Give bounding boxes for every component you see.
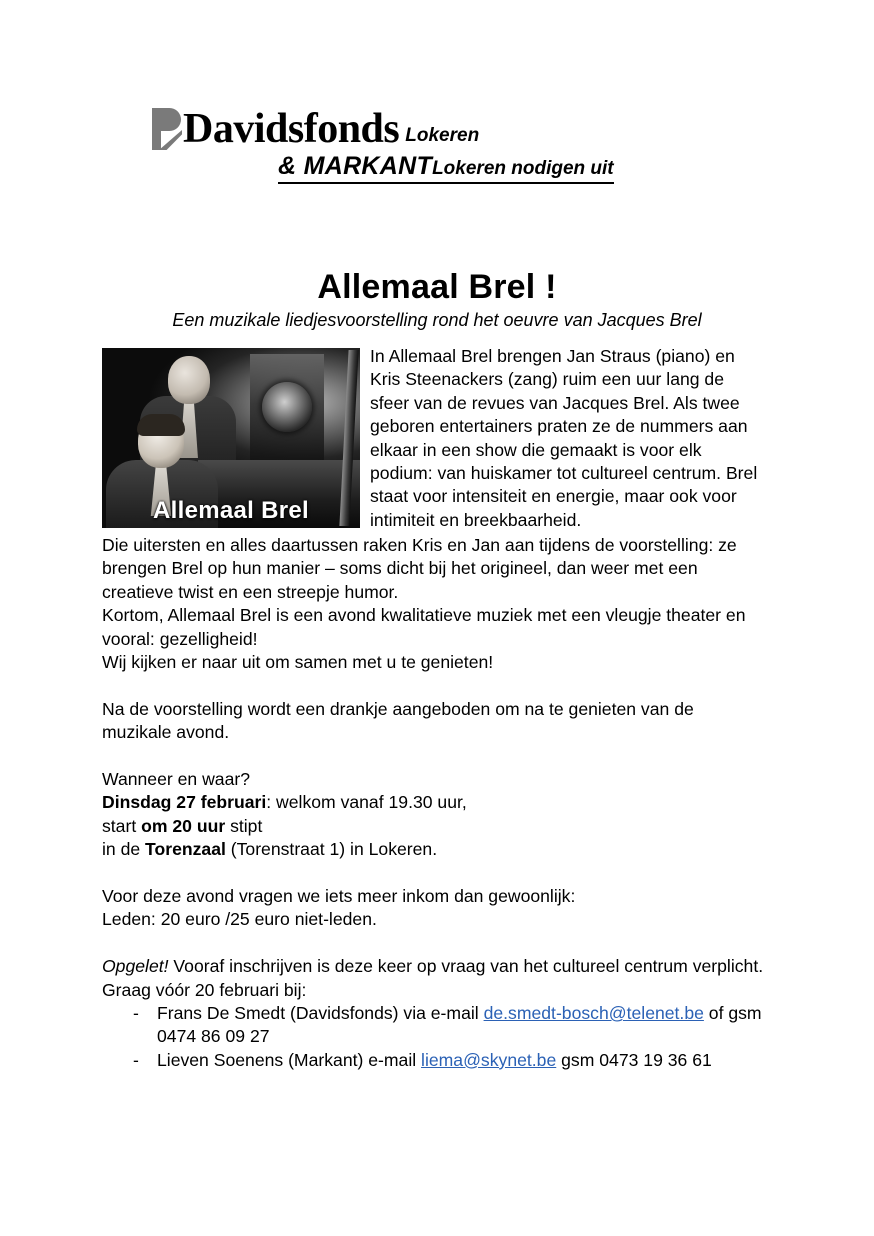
davidsfonds-logo <box>152 104 772 153</box>
letterhead-second-line <box>278 152 614 184</box>
logo-city-label: Lokeren <box>405 125 480 146</box>
event-date-line <box>102 791 767 814</box>
bullet-dash-icon: - <box>133 1049 139 1070</box>
body-paragraph-2: Kortom, Allemaal Brel is een avond kwalitatieve muziek met een vleugje theater en vooral: gezelligheid! <box>102 605 746 649</box>
contact-name-2: Lieven Soenens (Markant) e-mail <box>157 1049 422 1070</box>
registration-deadline: Graag vóór 20 februari bij: <box>102 979 307 1000</box>
event-venue-address: (Torenstraat 1) in Lokeren. <box>225 839 438 860</box>
contact-email-link-2[interactable]: liema@skynet.be <box>421 1049 557 1070</box>
contact-gsm-label-1: of gsm <box>703 1003 762 1024</box>
contact-email-link-1[interactable]: de.smedt-bosch@telenet.be <box>483 1003 704 1024</box>
event-start-post: stipt <box>225 815 263 836</box>
body-paragraph-3: Wij kijken er naar uit om samen met u te genieten! <box>102 652 494 673</box>
photo-caption: Allemaal Brel <box>153 496 309 524</box>
page-subtitle: Een muzikale liedjesvoorstelling rond het oeuvre van Jacques Brel <box>172 310 702 330</box>
contact-phone-2: gsm 0473 19 36 61 <box>556 1049 712 1070</box>
event-welcome-time: : welkom vanaf 19.30 uur, <box>266 792 467 813</box>
bullet-dash-icon: - <box>133 1003 139 1024</box>
intro-paragraph: In Allemaal Brel brengen Jan Straus (piano) en Kris Steenackers (zang) ruim een uur lang de sfeer van de revues van Jacques Brel. Als twee geboren entertainers praten ze de nummers aan elkaar in een show die gemaakt is voor elk podium: van huiskamer tot cultureel centrum. Brel staat voor intensiteit en energie, maar ook voor intimiteit en breekbaarheid. <box>370 346 758 530</box>
davidsfonds-d-mark-icon <box>152 106 182 150</box>
event-venue-pre: in de <box>102 839 146 860</box>
brel-portrait-medallion-icon <box>262 382 312 432</box>
event-date-bold: Dinsdag 27 februari <box>102 792 267 813</box>
body-paragraph-4: Na de voorstelling wordt een drankje aangeboden om na te genieten van de muzikale avond. <box>102 698 694 743</box>
notice-attention-label: Opgelet! <box>102 956 169 977</box>
event-start-time: om 20 uur <box>141 815 226 836</box>
list-item <box>102 1049 767 1072</box>
event-start-pre: start <box>102 815 142 836</box>
invitation-label: Lokeren nodigen uit <box>432 158 614 179</box>
letterhead <box>152 104 772 184</box>
promo-photo <box>102 348 360 528</box>
event-venue-name: Torenzaal <box>145 839 226 860</box>
when-where-heading: Wanneer en waar? <box>102 769 251 790</box>
document-body <box>102 345 767 1072</box>
list-item <box>102 1002 767 1049</box>
contact-list <box>102 1002 767 1072</box>
pricing-intro: Voor deze avond vragen we iets meer inkom dan gewoonlijk: <box>102 886 576 907</box>
pricing-amounts: Leden: 20 euro /25 euro niet-leden. <box>102 909 377 930</box>
contact-name-1: Frans De Smedt (Davidsfonds) via e-mail <box>157 1003 484 1024</box>
markant-label: & MARKANT <box>278 152 433 180</box>
notice-text: Vooraf inschrijven is deze keer op vraag van het cultureel centrum verplicht. <box>168 956 764 977</box>
body-paragraph-1: Die uitersten en alles daartussen raken Kris en Jan aan tijdens de voorstelling: ze brengen Brel op hun manier – soms dicht bij het origineel, dan weer met een creatieve twist en een streepje humor. <box>102 535 737 602</box>
logo-wordmark: Davidsfonds <box>183 106 400 153</box>
page-title: Allemaal Brel ! <box>317 268 557 306</box>
event-start-line <box>102 815 767 838</box>
registration-notice <box>102 955 767 978</box>
contact-phone-1: 0474 86 09 27 <box>157 1026 270 1047</box>
event-venue-line <box>102 838 767 861</box>
